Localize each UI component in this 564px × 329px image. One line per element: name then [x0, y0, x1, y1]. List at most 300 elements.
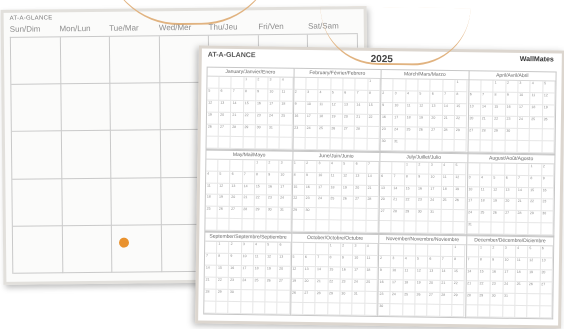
- mini-day-cell: 21: [440, 281, 453, 293]
- mini-day-cell: 12: [218, 183, 230, 195]
- mini-day-cell: 22: [404, 198, 417, 210]
- mini-day-cell: [277, 303, 289, 315]
- weekday-label: Thu/Jeu: [208, 22, 238, 32]
- mini-day-cell: 1: [368, 79, 381, 91]
- mini-day-cell: [331, 78, 344, 90]
- mini-day-cell: 4: [281, 78, 293, 90]
- mini-day-cell: 4: [480, 175, 493, 187]
- mini-day-cell: 16: [491, 270, 504, 282]
- mini-day-cell: 19: [218, 195, 230, 207]
- mini-day-cell: [204, 302, 216, 314]
- mini-day-cell: [541, 224, 554, 236]
- mini-day-cell: [479, 223, 492, 235]
- mini-day-cell: [529, 223, 542, 235]
- mini-day-cell: [342, 138, 355, 150]
- mini-day-cell: 4: [206, 171, 218, 183]
- mini-day-cell: 11: [366, 256, 379, 268]
- mini-day-cell: [380, 162, 393, 174]
- mini-day-cell: 14: [243, 184, 255, 196]
- mini-day-cell: 20: [278, 267, 290, 279]
- mini-day-cell: [220, 77, 232, 89]
- mini-day-cell: 9: [379, 268, 392, 280]
- mini-day-cell: 30: [304, 208, 317, 220]
- mini-day-cell: 27: [504, 211, 517, 223]
- mini-day-cell: 20: [430, 116, 443, 128]
- mini-day-cell: 20: [468, 116, 481, 128]
- mini-day-cell: [429, 222, 442, 234]
- mini-day-cell: 25: [206, 207, 218, 219]
- mini-day-cell: [207, 136, 219, 148]
- mini-day-cell: 6: [428, 257, 441, 269]
- mini-day-cell: 28: [466, 293, 479, 305]
- mini-day-cell: 1: [455, 80, 468, 92]
- mini-day-cell: [354, 221, 367, 233]
- mini-day-cell: 1: [255, 160, 267, 172]
- mini-day-cell: 24: [429, 198, 442, 210]
- yearly-wall-planner: [195, 45, 564, 328]
- mini-day-cell: 15: [217, 266, 229, 278]
- mini-day-cell: [441, 222, 454, 234]
- mini-day-cell: 24: [391, 292, 404, 304]
- mini-day-cell: 6: [354, 161, 367, 173]
- mini-day-cell: 29: [452, 293, 465, 305]
- mini-day-cell: 16: [229, 266, 241, 278]
- month-block: [206, 67, 295, 151]
- weekday-label: Mon/Lun: [59, 23, 91, 34]
- mini-day-cell: 18: [406, 115, 419, 127]
- mini-day-cell: 16: [305, 184, 318, 196]
- mini-day-cell: 30: [381, 139, 394, 151]
- month-name: September/Septembre/Septiembre: [205, 233, 291, 243]
- mini-day-cell: 15: [244, 101, 256, 113]
- mini-day-cell: 22: [478, 282, 491, 294]
- mini-day-cell: 3: [430, 162, 443, 174]
- brand-logo: AT-A-GLANCE: [207, 51, 256, 60]
- mini-day-cell: 30: [229, 290, 241, 302]
- mini-day-cell: [540, 306, 553, 318]
- mini-day-cell: [392, 222, 405, 234]
- month-block: [291, 233, 380, 317]
- mini-day-cell: 28: [481, 128, 494, 140]
- mini-day-cell: 29: [404, 210, 417, 222]
- mini-day-cell: [280, 125, 292, 137]
- mini-day-cell: 22: [292, 196, 305, 208]
- mini-day-cell: 23: [305, 196, 318, 208]
- mini-day-cell: 5: [528, 246, 541, 258]
- mini-day-cell: 26: [454, 199, 467, 211]
- mini-day-cell: 10: [518, 93, 531, 105]
- mini-day-cell: 20: [504, 199, 517, 211]
- mini-day-cell: 29: [455, 128, 468, 140]
- mini-day-cell: 22: [453, 281, 466, 293]
- mini-day-cell: [542, 141, 555, 153]
- mini-day-cell: 9: [341, 256, 354, 268]
- month-name: March/Mars/Marzo: [382, 70, 469, 80]
- mini-day-cell: 31: [353, 292, 366, 304]
- mini-day-cell: 17: [518, 105, 531, 117]
- mini-day-cell: 20: [343, 114, 356, 126]
- mini-day-cell: [265, 291, 277, 303]
- mini-day-cell: 14: [440, 269, 453, 281]
- mini-day-cell: [393, 162, 406, 174]
- mini-day-cell: 25: [318, 126, 331, 138]
- orange-marker-dot: [119, 238, 129, 248]
- mini-day-cell: 15: [328, 267, 341, 279]
- mini-day-cell: 23: [381, 127, 394, 139]
- mini-day-cell: 16: [293, 114, 306, 126]
- month-name: July/Juillet/Julio: [380, 153, 467, 163]
- day-cell: [62, 226, 112, 274]
- mini-day-cell: 9: [294, 102, 307, 114]
- month-name: April/Avril/Abril: [469, 71, 556, 81]
- mini-day-cell: [406, 79, 419, 91]
- mini-day-cell: 25: [280, 113, 292, 125]
- mini-day-cell: 24: [353, 280, 366, 292]
- mini-day-cell: [442, 140, 455, 152]
- mini-day-cell: 26: [342, 197, 355, 209]
- mini-day-cell: 11: [442, 174, 455, 186]
- mini-day-cell: 21: [316, 279, 329, 291]
- mini-day-cell: [530, 129, 543, 141]
- mini-day-cell: [294, 78, 307, 90]
- mini-day-cell: 13: [430, 104, 443, 116]
- mini-day-cell: 28: [355, 126, 368, 138]
- mini-day-cell: 13: [343, 102, 356, 114]
- month-block: [380, 69, 469, 153]
- mini-day-cell: 28: [242, 208, 254, 220]
- mini-day-cell: [315, 303, 328, 315]
- mini-day-cell: [278, 291, 290, 303]
- mini-day-cell: 12: [266, 255, 278, 267]
- mini-day-cell: 28: [366, 197, 379, 209]
- mini-day-cell: 2: [491, 246, 504, 258]
- mini-day-cell: 24: [317, 197, 330, 209]
- mini-day-cell: [490, 306, 503, 318]
- mini-day-cell: [206, 159, 218, 171]
- mini-day-cell: 19: [418, 115, 431, 127]
- mini-day-cell: 21: [443, 116, 456, 128]
- mini-day-cell: 8: [479, 258, 492, 270]
- mini-day-cell: 8: [328, 256, 341, 268]
- month-block: [468, 70, 557, 154]
- mini-day-cell: 6: [469, 92, 482, 104]
- day-cell: [110, 36, 160, 84]
- mini-day-cell: 3: [468, 175, 481, 187]
- mini-day-cell: [231, 160, 243, 172]
- mini-day-cell: 2: [381, 91, 394, 103]
- mini-day-cell: [467, 246, 480, 258]
- mini-day-cell: 31: [467, 223, 480, 235]
- month-name: December/Décembre/Diciembre: [467, 237, 554, 247]
- mini-day-cell: 9: [506, 93, 519, 105]
- mini-day-cell: 19: [330, 114, 343, 126]
- day-cell: [11, 84, 61, 132]
- mini-day-cell: 15: [255, 184, 267, 196]
- mini-day-cell: 16: [341, 268, 354, 280]
- mini-day-cell: [404, 245, 417, 257]
- mini-day-cell: 18: [365, 268, 378, 280]
- mini-day-cell: 7: [392, 174, 405, 186]
- mini-day-cell: 28: [440, 293, 453, 305]
- mini-day-cell: 5: [291, 255, 304, 267]
- mini-day-cell: 12: [492, 187, 505, 199]
- month-name: June/Juin/Junio: [293, 151, 380, 161]
- mini-day-cell: [418, 139, 431, 151]
- mini-day-cell: 17: [467, 199, 480, 211]
- mini-day-cell: 17: [317, 185, 330, 197]
- month-block: [378, 234, 467, 318]
- brand-logo: AT-A-GLANCE: [9, 15, 53, 22]
- mini-day-cell: 7: [517, 176, 530, 188]
- mini-day-cell: 11: [280, 90, 292, 102]
- mini-day-cell: 15: [368, 103, 381, 115]
- mini-day-cell: 21: [366, 185, 379, 197]
- mini-day-cell: 7: [367, 161, 380, 173]
- month-name: August/Août/Agosto: [468, 154, 555, 164]
- mini-day-cell: 30: [491, 294, 504, 306]
- mini-day-cell: 17: [429, 186, 442, 198]
- mini-day-cell: 17: [353, 268, 366, 280]
- mini-day-cell: 10: [242, 254, 254, 266]
- mini-day-cell: 1: [405, 162, 418, 174]
- mini-day-cell: [428, 245, 441, 257]
- mini-day-cell: 27: [468, 128, 481, 140]
- mini-day-cell: 21: [392, 198, 405, 210]
- mini-day-cell: 20: [380, 197, 393, 209]
- mini-day-cell: [365, 292, 378, 304]
- day-cell: [12, 179, 62, 227]
- mini-day-cell: 25: [253, 278, 265, 290]
- mini-day-cell: [430, 139, 443, 151]
- mini-day-cell: [306, 78, 319, 90]
- mini-day-cell: 1: [494, 81, 507, 93]
- mini-day-cell: 11: [406, 103, 419, 115]
- mini-day-cell: [293, 137, 306, 149]
- mini-day-cell: [418, 80, 431, 92]
- mini-day-cell: 9: [542, 176, 555, 188]
- mini-day-cell: 23: [491, 282, 504, 294]
- mini-day-cell: 1: [217, 242, 229, 254]
- mini-day-cell: [352, 304, 365, 316]
- mini-day-cell: [229, 302, 241, 314]
- day-cell: [61, 84, 111, 132]
- mini-day-cell: 15: [455, 104, 468, 116]
- mini-day-cell: 5: [331, 90, 344, 102]
- mini-day-cell: 21: [466, 281, 479, 293]
- mini-day-cell: 29: [478, 293, 491, 305]
- mini-day-cell: 6: [431, 92, 444, 104]
- mini-day-cell: [232, 77, 244, 89]
- mini-day-cell: 21: [205, 278, 217, 290]
- mini-day-cell: 8: [405, 174, 418, 186]
- mini-day-cell: 13: [304, 267, 317, 279]
- mini-day-cell: 20: [230, 195, 242, 207]
- mini-day-cell: 16: [541, 188, 554, 200]
- mini-day-cell: 5: [342, 161, 355, 173]
- mini-day-cell: 14: [392, 186, 405, 198]
- mini-day-cell: 26: [218, 207, 230, 219]
- mini-day-cell: 4: [404, 257, 417, 269]
- mini-day-cell: 29: [529, 212, 542, 224]
- mini-day-cell: 15: [292, 184, 305, 196]
- mini-day-cell: [266, 220, 278, 232]
- mini-day-cell: [515, 306, 528, 318]
- mini-day-cell: [216, 302, 228, 314]
- day-cell: [61, 131, 111, 179]
- mini-day-cell: 5: [266, 243, 278, 255]
- mini-day-cell: [405, 139, 418, 151]
- mini-day-cell: 11: [206, 183, 218, 195]
- mini-day-cell: 18: [254, 266, 266, 278]
- mini-day-cell: 27: [230, 207, 242, 219]
- mini-day-cell: 30: [505, 129, 518, 141]
- mini-day-cell: 30: [340, 292, 353, 304]
- mini-day-cell: 31: [503, 294, 516, 306]
- mini-day-cell: 25: [515, 282, 528, 294]
- mini-day-cell: 11: [330, 173, 343, 185]
- month-block: [466, 236, 555, 320]
- mini-day-cell: 12: [543, 93, 556, 105]
- mini-day-cell: [481, 80, 494, 92]
- month-block: [292, 150, 381, 234]
- mini-day-cell: 3: [268, 77, 280, 89]
- mini-day-cell: 23: [541, 200, 554, 212]
- mini-day-cell: 14: [205, 266, 217, 278]
- weekday-label: Fri/Ven: [258, 21, 284, 32]
- mini-day-cell: 1: [453, 245, 466, 257]
- mini-day-cell: 25: [405, 127, 418, 139]
- day-cell: [13, 226, 63, 274]
- mini-day-cell: 2: [305, 161, 318, 173]
- mini-day-cell: [441, 210, 454, 222]
- mini-day-cell: [355, 138, 368, 150]
- mini-day-cell: [367, 139, 380, 151]
- mini-day-cell: [305, 138, 318, 150]
- mini-day-cell: 5: [207, 89, 219, 101]
- mini-day-cell: 6: [304, 255, 317, 267]
- mini-day-cell: [367, 127, 380, 139]
- mini-day-cell: 16: [379, 280, 392, 292]
- mini-day-cell: 2: [294, 90, 307, 102]
- mini-day-cell: 4: [442, 163, 455, 175]
- mini-day-cell: 17: [279, 184, 291, 196]
- mini-day-cell: 25: [479, 211, 492, 223]
- mini-day-cell: 7: [316, 255, 329, 267]
- mini-day-cell: 30: [541, 212, 554, 224]
- mini-day-cell: 3: [242, 242, 254, 254]
- mini-day-cell: 28: [392, 210, 405, 222]
- mini-day-cell: [329, 221, 342, 233]
- mini-day-cell: [365, 304, 378, 316]
- mini-day-cell: 30: [378, 304, 391, 316]
- mini-day-cell: 14: [355, 103, 368, 115]
- mini-day-cell: 27: [343, 126, 356, 138]
- mini-day-cell: 6: [219, 89, 231, 101]
- mini-day-cell: 10: [391, 268, 404, 280]
- month-name: May/Mai/Mayo: [206, 150, 292, 160]
- mini-day-cell: 6: [230, 172, 242, 184]
- mini-day-cell: [391, 304, 404, 316]
- mini-day-cell: 9: [491, 258, 504, 270]
- mini-day-cell: [268, 137, 280, 149]
- mini-day-cell: 17: [268, 101, 280, 113]
- mini-day-cell: 13: [278, 255, 290, 267]
- mini-day-cell: 25: [365, 280, 378, 292]
- mini-day-cell: 7: [355, 91, 368, 103]
- mini-day-cell: 31: [429, 210, 442, 222]
- mini-day-cell: [492, 163, 505, 175]
- mini-day-cell: 18: [329, 185, 342, 197]
- mini-day-cell: 24: [306, 126, 319, 138]
- mini-day-cell: [441, 245, 454, 257]
- mini-day-cell: 24: [518, 117, 531, 129]
- mini-day-cell: 4: [531, 81, 544, 93]
- mini-day-cell: [328, 303, 341, 315]
- weekday-label: Sun/Dim: [9, 24, 41, 34]
- mini-day-cell: 20: [219, 113, 231, 125]
- mini-day-cell: [303, 303, 316, 315]
- mini-day-cell: [205, 219, 217, 231]
- mini-day-cell: 6: [343, 90, 356, 102]
- mini-day-cell: 19: [492, 199, 505, 211]
- day-cell: [62, 178, 112, 226]
- mini-day-cell: 27: [540, 282, 553, 294]
- mini-day-cell: 14: [316, 267, 329, 279]
- mini-day-cell: 3: [317, 161, 330, 173]
- mini-day-cell: [255, 137, 267, 149]
- mini-day-cell: [453, 222, 466, 234]
- mini-day-cell: 10: [353, 256, 366, 268]
- day-cell: [60, 37, 110, 85]
- planner-year: 2025: [370, 53, 393, 66]
- mini-day-cell: [517, 164, 530, 176]
- day-cell: [111, 131, 161, 179]
- mini-day-cell: 26: [330, 126, 343, 138]
- mini-day-cell: 10: [467, 187, 480, 199]
- mini-day-cell: 7: [466, 257, 479, 269]
- day-cell: [111, 178, 161, 226]
- mini-day-cell: [280, 137, 292, 149]
- mini-day-cell: 29: [254, 208, 266, 220]
- mini-day-cell: 11: [480, 187, 493, 199]
- mini-day-cell: 8: [217, 254, 229, 266]
- mini-day-cell: [431, 80, 444, 92]
- mini-day-cell: 15: [479, 270, 492, 282]
- mini-day-cell: 14: [481, 104, 494, 116]
- mini-day-cell: [416, 245, 429, 257]
- mini-day-cell: [530, 141, 543, 153]
- mini-day-cell: 23: [378, 292, 391, 304]
- mini-day-cell: 6: [380, 174, 393, 186]
- mini-day-cell: 23: [267, 196, 279, 208]
- mini-day-cell: 5: [416, 257, 429, 269]
- mini-day-cell: 7: [205, 254, 217, 266]
- mini-day-cell: [381, 79, 394, 91]
- mini-day-cell: [505, 140, 518, 152]
- mini-day-cell: [219, 136, 231, 148]
- mini-day-cell: 28: [442, 128, 455, 140]
- mini-day-cell: [253, 302, 265, 314]
- mini-day-cell: 29: [292, 208, 305, 220]
- mini-day-cell: 31: [393, 139, 406, 151]
- mini-day-cell: [279, 220, 291, 232]
- mini-day-cell: [343, 78, 356, 90]
- mini-day-cell: 22: [217, 278, 229, 290]
- mini-day-cell: 2: [542, 164, 555, 176]
- mini-day-cell: 28: [516, 211, 529, 223]
- mini-day-cell: 23: [256, 113, 268, 125]
- mini-day-cell: 27: [380, 209, 393, 221]
